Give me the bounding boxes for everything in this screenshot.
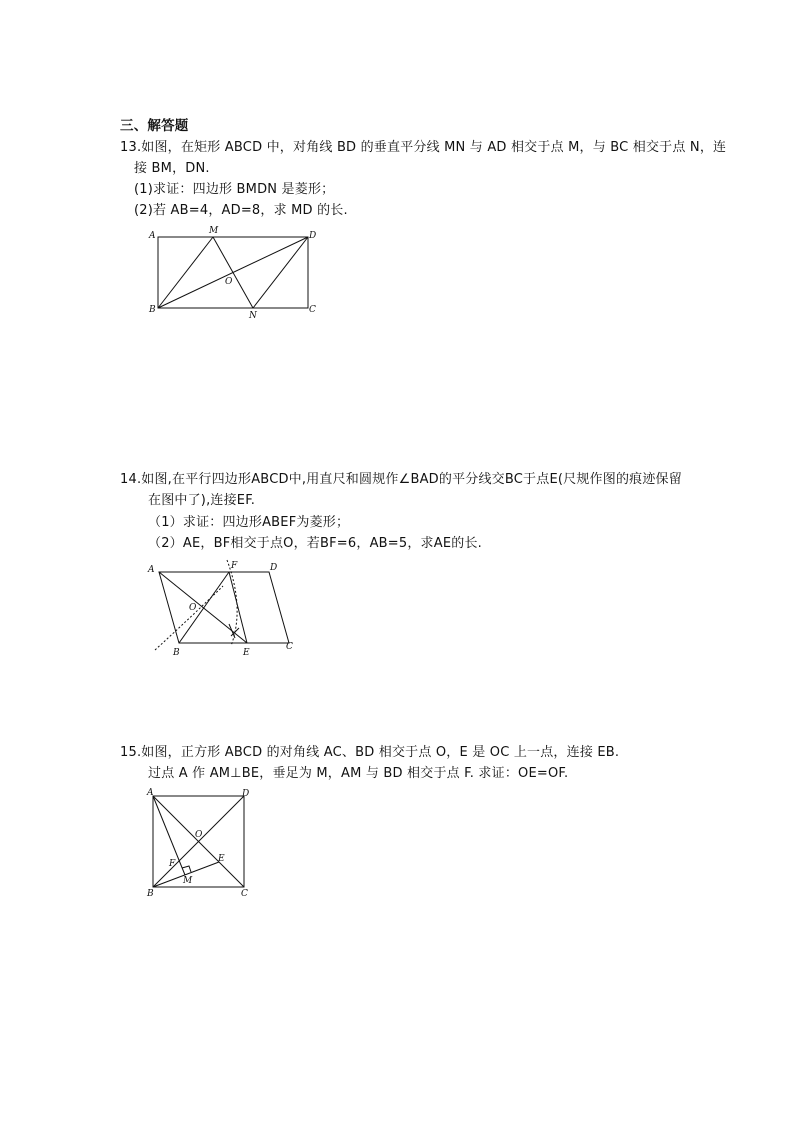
label-n: N [249,311,257,321]
problem-13-figure [145,226,325,321]
label-m: M [209,226,219,236]
problem-13-line-2: 接 BM，DN. [134,161,210,176]
label-a: A [147,788,154,798]
label-m: M [183,876,193,886]
section-title: 三、解答题 [120,118,189,134]
label-o: O [225,277,233,287]
problem-13-part-1: (1)求证：四边形 BMDN 是菱形； [134,182,335,197]
label-e: E [243,648,250,658]
parallelogram-abcd [159,572,289,643]
label-c: C [241,889,248,899]
label-a: A [148,565,155,575]
label-c: C [286,642,293,652]
segment-ae [159,572,247,643]
problem-15-figure [145,788,265,903]
label-f: F [231,561,238,571]
label-f: F [169,859,176,869]
problem-14-figure [145,558,300,658]
problem-15-line-1: 15.如图，正方形 ABCD 的对角线 AC、BD 相交于点 O，E 是 OC 上一点，连接 EB. [120,745,620,760]
segment-dn [253,237,308,308]
label-a: A [149,231,156,241]
label-e: E [218,854,225,864]
perpendicular-bisector-mn [213,237,253,308]
label-d: D [242,789,250,799]
label-d: D [270,563,278,573]
problem-14-line-2: 在图中了),连接EF. [148,493,256,508]
label-c: C [309,305,316,315]
problem-13-line-1: 13.如图，在矩形 ABCD 中，对角线 BD 的垂直平分线 MN 与 AD 相交于点 M，与 BC 相交于点 N，连 [120,140,727,155]
problem-14-part-1: （1）求证：四边形ABEF为菱形； [148,515,350,530]
label-o: O [195,830,203,840]
problem-15-line-2: 过点 A 作 AM⊥BE，垂足为 M，AM 与 BD 相交于点 F. 求证：OE=OF. [148,766,569,781]
segment-ef [229,572,247,643]
label-b: B [173,648,180,658]
problem-14-part-2: （2）AE，BF相交于点O，若BF=6，AB=5，求AE的长. [148,536,482,551]
segment-bf [179,572,229,643]
label-d: D [309,231,317,241]
label-b: B [149,305,156,315]
label-o: O [189,603,197,613]
problem-13-part-2: (2)若 AB=4，AD=8，求 MD 的长. [134,203,348,218]
label-b: B [147,889,154,899]
problem-14-line-1: 14.如图,在平行四边形ABCD中,用直尺和圆规作∠BAD的平分线交BC于点E(尺规作图的痕迹保留 [120,472,682,487]
segment-bm [158,237,213,308]
